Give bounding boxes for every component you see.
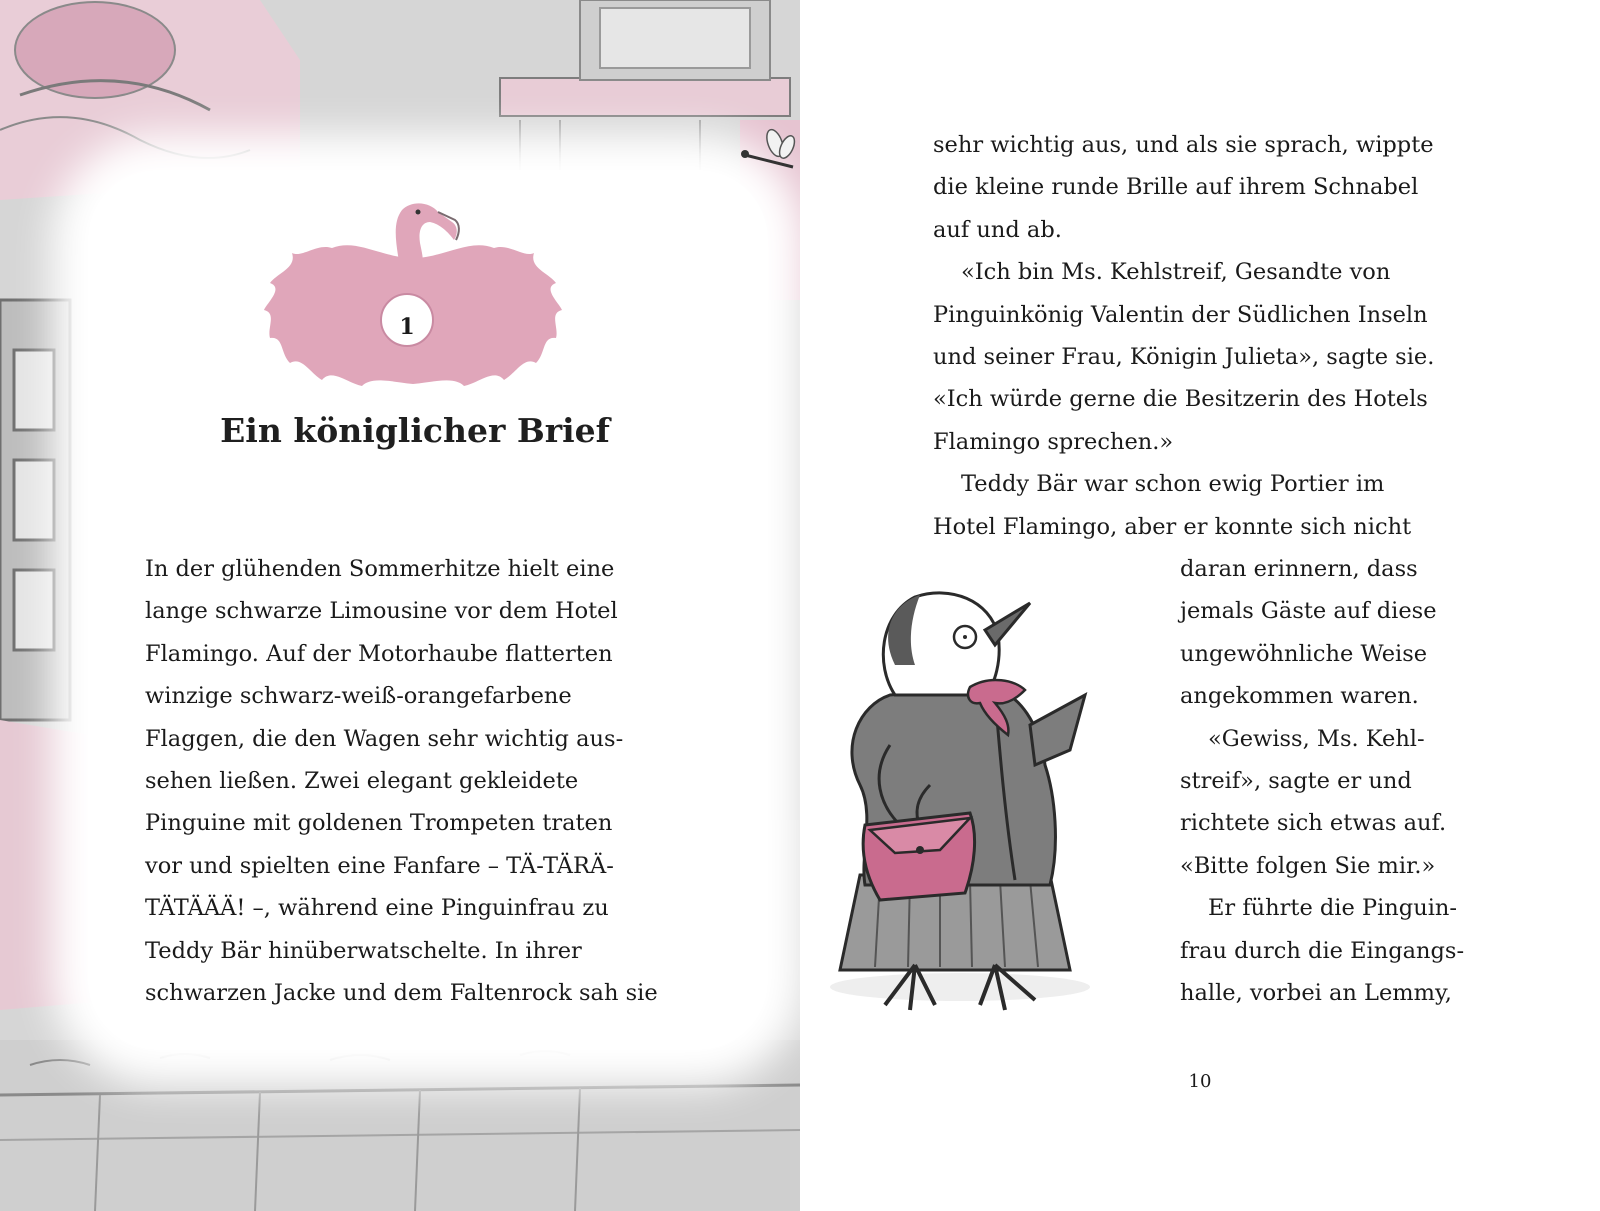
- page-number: 10: [1188, 1071, 1212, 1092]
- text-line: Pinguine mit goldenen Trompeten traten: [145, 810, 613, 837]
- text-line: «Ich bin Ms. Kehlstreif, Gesandte von: [961, 259, 1391, 286]
- right-body-text-top: [933, 124, 1493, 548]
- text-line: schwarzen Jacke und dem Faltenrock sah sie: [145, 980, 658, 1007]
- text-line: die kleine runde Brille auf ihrem Schnabel: [933, 174, 1419, 201]
- flamingo-emblem-icon: [262, 198, 564, 398]
- text-line: und seiner Frau, Königin Julieta», sagte sie.: [933, 344, 1435, 371]
- right-body-text-side: [1180, 548, 1490, 1014]
- text-line: streif», sagte er und: [1180, 768, 1412, 795]
- text-line: richtete sich etwas auf.: [1180, 810, 1447, 837]
- text-line: frau durch die Eingangs-: [1180, 937, 1465, 964]
- right-page: [800, 0, 1600, 1211]
- text-line: halle, vorbei an Lemmy,: [1180, 980, 1452, 1007]
- text-line: Teddy Bär war schon ewig Portier im: [961, 471, 1385, 498]
- text-line: auf und ab.: [933, 216, 1062, 243]
- chapter-number: 1: [399, 314, 415, 340]
- text-line: Flamingo. Auf der Motorhaube flatterten: [145, 640, 613, 667]
- dragonfly-icon: [735, 125, 797, 187]
- text-line: Hotel Flamingo, aber er konnte sich nicht: [933, 513, 1412, 540]
- text-line: daran erinnern, dass: [1180, 556, 1418, 582]
- penguin-illustration: [820, 575, 1120, 1015]
- text-line: Er führte die Pinguin-: [1208, 895, 1457, 922]
- text-line: jemals Gäste auf diese: [1180, 598, 1437, 625]
- text-line: In der glühenden Sommerhitze hielt eine: [145, 556, 615, 582]
- text-line: sehr wichtig aus, und als sie sprach, wippte: [933, 132, 1434, 158]
- text-line: winzige schwarz-weiß-orangefarbene: [145, 683, 572, 710]
- text-line: «Ich würde gerne die Besitzerin des Hotels: [933, 386, 1428, 413]
- text-line: Flaggen, die den Wagen sehr wichtig aus-: [145, 725, 624, 752]
- text-line: Pinguinkönig Valentin der Südlichen Inseln: [933, 301, 1428, 328]
- left-body-text: [145, 548, 675, 1014]
- text-line: Flamingo sprechen.»: [933, 428, 1174, 455]
- text-line: sehen ließen. Zwei elegant gekleidete: [145, 768, 579, 795]
- text-line: «Gewiss, Ms. Kehl-: [1208, 725, 1425, 752]
- text-line: TÄTÄÄÄ! –, während eine Pinguinfrau zu: [145, 895, 609, 922]
- chapter-title: Ein königlicher Brief: [220, 411, 610, 450]
- text-line: «Bitte folgen Sie mir.»: [1180, 852, 1436, 879]
- text-line: vor und spielten eine Fanfare – TÄ-TÄRÄ-: [145, 852, 614, 879]
- text-line: angekommen waren.: [1180, 683, 1419, 710]
- text-line: lange schwarze Limousine vor dem Hotel: [145, 598, 618, 625]
- text-line: Teddy Bär hinüberwatschelte. In ihrer: [145, 937, 582, 964]
- text-line: ungewöhnliche Weise: [1180, 640, 1428, 667]
